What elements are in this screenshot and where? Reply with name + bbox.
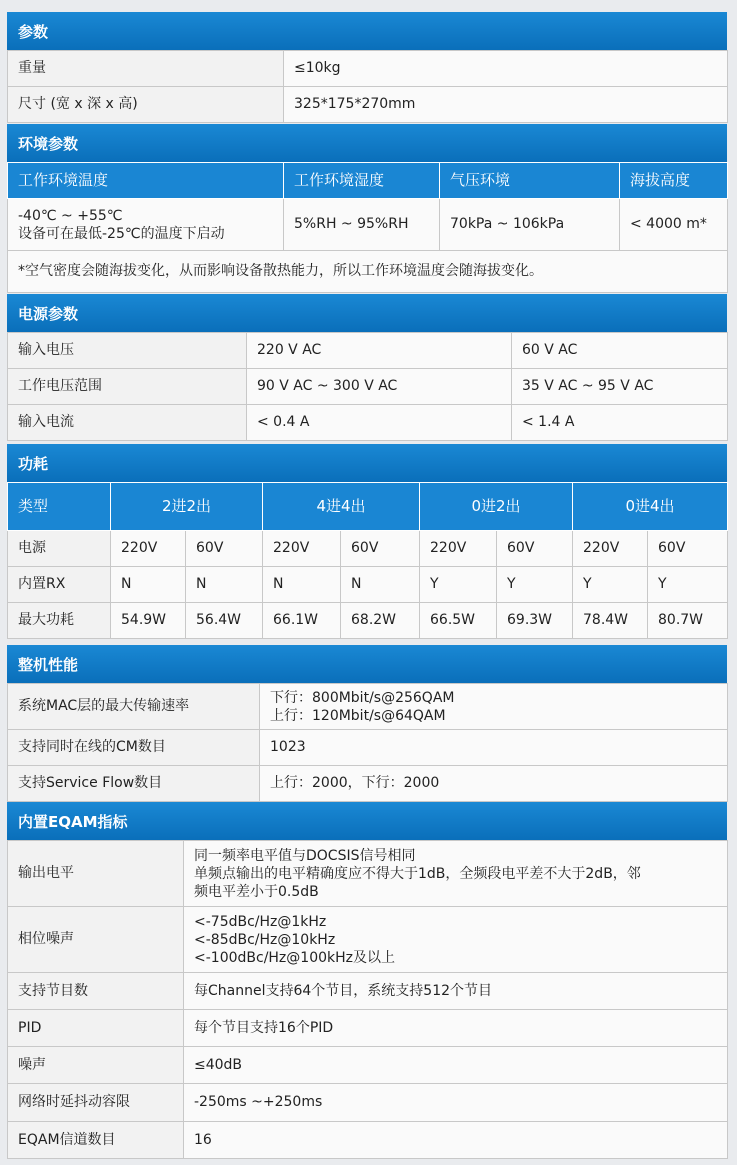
- size-value: 325*175*270mm: [284, 87, 728, 123]
- env-temp-line1: -40℃ ~ +55℃: [18, 207, 123, 224]
- table-row: [8, 1122, 728, 1159]
- programs-value: 每Channel支持64个节目，系统支持512个节目: [184, 973, 728, 1010]
- rate-down: 下行：800Mbit/s@256QAM: [270, 689, 455, 706]
- cell: 68.2W: [341, 603, 420, 639]
- programs-label: 支持节目数: [8, 973, 184, 1010]
- power-section: [7, 294, 727, 441]
- params-table: [7, 50, 728, 123]
- jitter-value: -250ms ~+250ms: [184, 1084, 728, 1122]
- table-row: [8, 841, 728, 907]
- cell: N: [111, 567, 186, 603]
- pid-value: 每个节目支持16个PID: [184, 1010, 728, 1047]
- env-header-altitude: 海拔高度: [620, 163, 728, 199]
- rate-label: 系统MAC层的最大传输速率: [8, 684, 260, 730]
- rate-value: [260, 684, 728, 730]
- cell: 220V: [573, 531, 648, 567]
- env-table: [7, 162, 728, 293]
- consumption-header-row: [8, 483, 728, 531]
- row-label: 内置RX: [8, 567, 111, 603]
- power-ac-value: < 0.4 A: [247, 405, 512, 441]
- power-ac-value: 90 V AC ~ 300 V AC: [247, 369, 512, 405]
- cell: Y: [497, 567, 573, 603]
- env-note: *空气密度会随海拔变化，从而影响设备散热能力，所以工作环境温度会随海拔变化。: [8, 251, 728, 293]
- cell: 220V: [263, 531, 341, 567]
- table-row: [8, 973, 728, 1010]
- level-line: 频电平差小于0.5dB: [194, 883, 319, 900]
- cell: 60V: [186, 531, 263, 567]
- env-header-temp: 工作环境温度: [8, 163, 284, 199]
- level-line: 单频点输出的电平精确度应不得大于1dB，全频段电平差不大于2dB，邻: [194, 865, 641, 882]
- channels-value: 16: [184, 1122, 728, 1159]
- table-row: [8, 730, 728, 766]
- env-altitude-value: < 4000 m*: [620, 199, 728, 251]
- phase-line: <-100dBc/Hz@100kHz及以上: [194, 949, 395, 966]
- flow-label: 支持Service Flow数目: [8, 766, 260, 802]
- cell: 220V: [420, 531, 497, 567]
- cell: N: [263, 567, 341, 603]
- group-header: 4进4出: [263, 483, 420, 531]
- eqam-section: [7, 802, 727, 1159]
- weight-value: ≤10kg: [284, 51, 728, 87]
- env-pressure-value: 70kPa ~ 106kPa: [440, 199, 620, 251]
- table-row: [8, 531, 728, 567]
- cell: Y: [573, 567, 648, 603]
- perf-section: [7, 645, 727, 802]
- phase-line: <-85dBc/Hz@10kHz: [194, 931, 336, 948]
- table-row: [8, 333, 728, 369]
- params-title: 参数: [7, 12, 727, 50]
- cell: 54.9W: [111, 603, 186, 639]
- params-section: [7, 12, 727, 123]
- perf-title: 整机性能: [7, 645, 727, 683]
- eqam-title: 内置EQAM指标: [7, 802, 727, 840]
- env-value-row: [8, 199, 728, 251]
- noise-value: ≤40dB: [184, 1047, 728, 1084]
- eqam-table: [7, 840, 728, 1159]
- perf-table: [7, 683, 728, 802]
- cell: Y: [648, 567, 728, 603]
- power-ac-value: 220 V AC: [247, 333, 512, 369]
- channels-label: EQAM信道数目: [8, 1122, 184, 1159]
- consumption-table: [7, 482, 728, 639]
- env-note-row: [8, 251, 728, 293]
- env-header-humidity: 工作环境湿度: [284, 163, 440, 199]
- cell: N: [341, 567, 420, 603]
- env-section: [7, 124, 727, 293]
- rate-up: 上行：120Mbit/s@64QAM: [270, 707, 446, 724]
- noise-label: 噪声: [8, 1047, 184, 1084]
- consumption-title: 功耗: [7, 444, 727, 482]
- cell: 66.1W: [263, 603, 341, 639]
- env-header-row: [8, 163, 728, 199]
- phase-line: <-75dBc/Hz@1kHz: [194, 913, 327, 930]
- flow-value: 上行：2000，下行：2000: [260, 766, 728, 802]
- row-label: 最大功耗: [8, 603, 111, 639]
- row-label: 电源: [8, 531, 111, 567]
- power-dc-value: < 1.4 A: [512, 405, 728, 441]
- phase-label: 相位噪声: [8, 907, 184, 973]
- cell: 60V: [497, 531, 573, 567]
- group-header: 0进2出: [420, 483, 573, 531]
- cell: 60V: [648, 531, 728, 567]
- cell: 69.3W: [497, 603, 573, 639]
- env-header-pressure: 气压环境: [440, 163, 620, 199]
- cm-label: 支持同时在线的CM数目: [8, 730, 260, 766]
- env-humidity-value: 5%RH ~ 95%RH: [284, 199, 440, 251]
- table-row: [8, 907, 728, 973]
- power-row-label: 输入电流: [8, 405, 247, 441]
- level-value: [184, 841, 728, 907]
- power-dc-value: 35 V AC ~ 95 V AC: [512, 369, 728, 405]
- pid-label: PID: [8, 1010, 184, 1047]
- cell: 220V: [111, 531, 186, 567]
- table-row: [8, 1047, 728, 1084]
- table-row: [8, 87, 728, 123]
- cell: N: [186, 567, 263, 603]
- table-row: [8, 369, 728, 405]
- group-header: 0进4出: [573, 483, 728, 531]
- power-dc-value: 60 V AC: [512, 333, 728, 369]
- cell: 80.7W: [648, 603, 728, 639]
- level-line: 同一频率电平值与DOCSIS信号相同: [194, 847, 416, 864]
- jitter-label: 网络时延抖动容限: [8, 1084, 184, 1122]
- table-row: [8, 603, 728, 639]
- cell: 66.5W: [420, 603, 497, 639]
- level-label: 输出电平: [8, 841, 184, 907]
- consumption-section: [7, 444, 727, 639]
- table-row: [8, 1084, 728, 1122]
- env-temp-line2: 设备可在最低-25℃的温度下启动: [18, 225, 225, 242]
- power-table: [7, 332, 728, 441]
- power-row-label: 输入电压: [8, 333, 247, 369]
- type-header: 类型: [8, 483, 111, 531]
- cell: 56.4W: [186, 603, 263, 639]
- table-row: [8, 405, 728, 441]
- table-row: [8, 567, 728, 603]
- env-title: 环境参数: [7, 124, 727, 162]
- cm-value: 1023: [260, 730, 728, 766]
- power-title: 电源参数: [7, 294, 727, 332]
- phase-value: [184, 907, 728, 973]
- size-label: 尺寸 (宽 x 深 x 高): [8, 87, 284, 123]
- weight-label: 重量: [8, 51, 284, 87]
- group-header: 2进2出: [111, 483, 263, 531]
- table-row: [8, 766, 728, 802]
- table-row: [8, 1010, 728, 1047]
- cell: 78.4W: [573, 603, 648, 639]
- table-row: [8, 51, 728, 87]
- env-temp-value: [8, 199, 284, 251]
- table-row: [8, 684, 728, 730]
- cell: Y: [420, 567, 497, 603]
- power-row-label: 工作电压范围: [8, 369, 247, 405]
- cell: 60V: [341, 531, 420, 567]
